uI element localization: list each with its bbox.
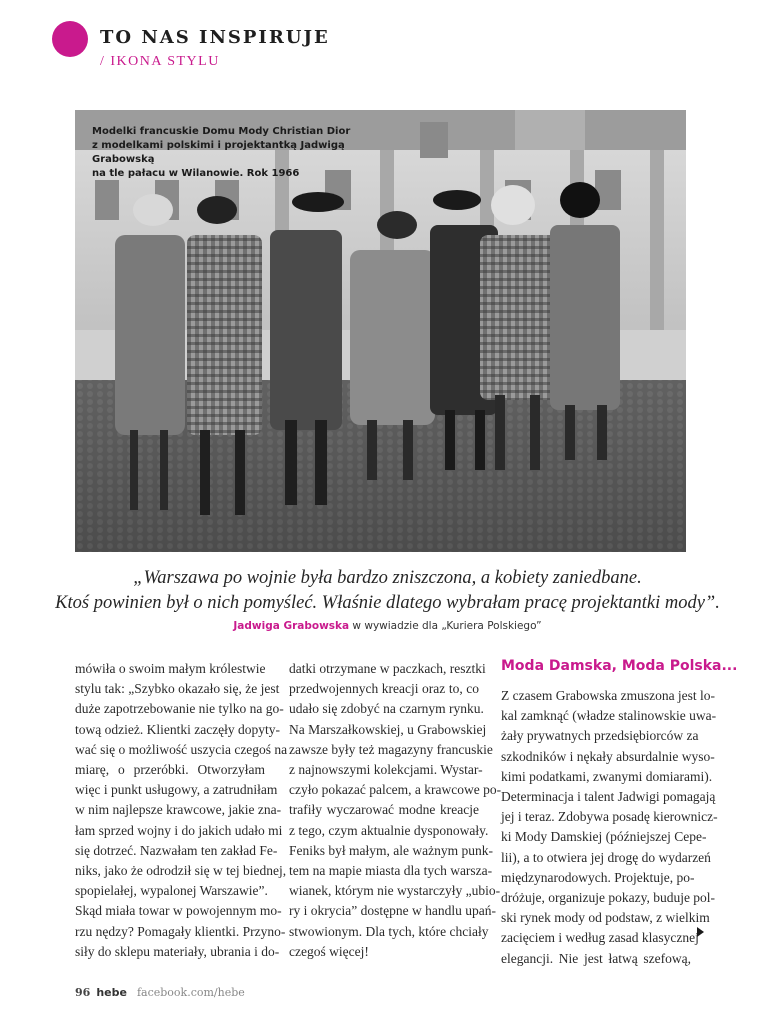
- text-line: czyło pokazać palcem, a krawcowe po-: [289, 782, 502, 798]
- text-line: jej i teraz. Zdobywa posadę kierownicz-: [501, 809, 718, 825]
- article-column-3: [501, 686, 718, 969]
- text-line: duże zapotrzebowanie nie tylko na go-: [75, 701, 284, 717]
- text-line: w nim najlepsze krawcowe, jakie zna-: [75, 802, 282, 818]
- page-footer: [75, 986, 245, 999]
- pull-quote: [40, 566, 735, 616]
- text-line: stwowionym. Dla tych, które chciały: [289, 923, 489, 939]
- text-line: dróżuje, organizuje pokazy, buduje pol-: [501, 890, 716, 906]
- text-line: z najnowszymi kolekcjami. Wystar-: [289, 762, 483, 778]
- article-column-1: [75, 659, 288, 962]
- caption-line: na tle pałacu w Wilanowie. Rok 1966: [92, 168, 300, 179]
- facebook-link: facebook.com/hebe: [136, 986, 245, 999]
- text-line: ry i okrycia” dostępne w handlu upań-: [289, 903, 496, 919]
- text-line: z tego, czym aktualnie dysponowały.: [289, 822, 489, 838]
- text-line: żały prywatnych przedsiębiorców za: [501, 728, 699, 744]
- attribution-source: w wywiadzie dla „Kuriera Polskiego”: [349, 620, 542, 632]
- text-line: ki Mody Damskiej (późniejszej Cepe-: [501, 829, 707, 845]
- text-line: rzu nędzy? Pomagały klientki. Przyno-: [75, 923, 286, 939]
- text-line: więc i punkt usługowy, a zatrudniłam: [75, 782, 278, 798]
- attribution-name: Jadwiga Grabowska: [233, 620, 350, 632]
- quote-line: Ktoś powinien był o nich pomyśleć. Właśnie dlatego wybrałam pracę projektantki mody”.: [55, 593, 720, 613]
- text-line: udało się zdobyć na czarnym rynku.: [289, 701, 484, 717]
- section-subtitle: / IKONA STYLU: [100, 54, 220, 69]
- text-line: siły do sklepu materiały, ubrania i do-: [75, 943, 280, 959]
- text-line: się dotrzeć. Nazwałam ten zakład Fe-: [75, 842, 278, 858]
- text-line: lii), a to otwiera jej drogę do wydarzeń: [501, 849, 711, 865]
- text-line: Z czasem Grabowska zmuszona jest lo-: [501, 688, 716, 703]
- quote-attribution: [0, 620, 775, 632]
- text-line: elegancji. Nie jest łatwą szefową,: [501, 950, 691, 966]
- text-line: łam sprzed wojny i do jakich udało mi: [75, 822, 283, 838]
- caption-line: z modelkami polskimi i projektantką Jadwigą Grabowską: [92, 140, 345, 165]
- text-line: wianek, którym nie wystarczyły „ubio-: [289, 883, 501, 899]
- section-dot-icon: [52, 21, 88, 57]
- text-line: międzynarodowych. Projektuje, po-: [501, 869, 695, 885]
- text-line: kal zamknąć (władze stalinowskie uwa-: [501, 708, 717, 724]
- page-number: 96: [75, 986, 91, 999]
- text-line: przedwojennych kreacji oraz to, co: [289, 681, 479, 697]
- continue-arrow-icon: [697, 927, 704, 937]
- text-line: zawsze były też magazyny francuskie: [289, 741, 493, 757]
- text-line: miarę, o przeróbki. Otworzyłam: [75, 762, 265, 778]
- text-line: tem na mapie miasta dla tych warsza-: [289, 863, 493, 879]
- column-heading: Moda Damska, Moda Polska...: [501, 658, 738, 674]
- text-line: niks, jako że odrodził się w tej biednej,: [75, 863, 287, 879]
- text-line: spopielałej, wypalonej Warszawie”.: [75, 883, 268, 899]
- text-line: Na Marszałkowskiej, u Grabowskiej: [289, 721, 487, 737]
- section-title: TO NAS INSPIRUJE: [100, 27, 330, 48]
- text-line: czegoś więcej!: [289, 943, 369, 959]
- article-column-2: [289, 659, 502, 962]
- text-line: trafiły wyczarować modne kreacje: [289, 802, 479, 818]
- text-line: ski rynek mody od podstaw, z wielkim: [501, 910, 710, 926]
- text-line: tową odzież. Klientki zaczęły dopyty-: [75, 721, 281, 737]
- text-line: Feniks był małym, ale ważnym punk-: [289, 842, 493, 858]
- text-line: wać się o możliwość uszycia czegoś na: [75, 741, 288, 757]
- brand-name: hebe: [96, 986, 127, 999]
- quote-line: „Warszawa po wojnie była bardzo zniszczona, a kobiety zaniedbane.: [133, 568, 642, 588]
- text-line: kimi podatkami, zwanymi domiarami).: [501, 768, 713, 784]
- text-line: zacięciem i według zasad klasycznej: [501, 930, 699, 946]
- text-line: stylu tak: „Szybko okazało się, że jest: [75, 681, 280, 697]
- text-line: Determinacja i talent Jadwigi pomagają: [501, 789, 716, 805]
- photo-caption: [92, 125, 392, 181]
- text-line: datki otrzymane w paczkach, resztki: [289, 661, 486, 676]
- text-line: szkodników i nękały absurdalnie wyso-: [501, 748, 715, 764]
- caption-line: Modelki francuskie Domu Mody Christian Dior: [92, 126, 351, 137]
- text-line: Skąd miała towar w powojennym mo-: [75, 903, 282, 919]
- text-line: mówiła o swoim małym królestwie: [75, 661, 266, 676]
